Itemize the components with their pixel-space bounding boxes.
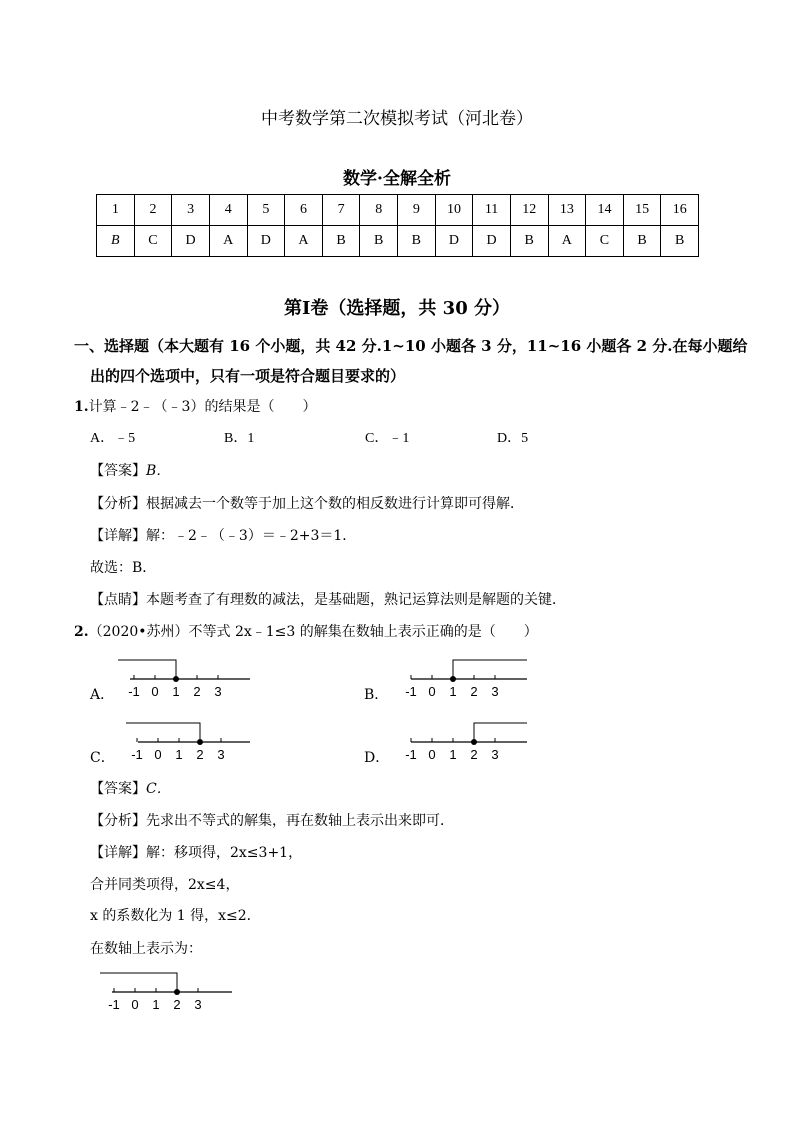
q1-answer-label: 【答案】 <box>90 463 146 479</box>
tick-label: -1 <box>131 747 143 762</box>
answer-table <box>96 194 699 257</box>
q1-comment-text: 本题考查了有理数的减法，是基础题，熟记运算法则是解题的关键． <box>146 592 566 608</box>
q2-detail <box>90 843 302 863</box>
tick-label: 0 <box>428 747 436 762</box>
q2-option-c-number-line <box>110 720 250 765</box>
q2-option-a-number-line <box>110 657 250 702</box>
answer-table-answer-cell: D <box>172 226 210 257</box>
answer-table-number-cell: 16 <box>661 195 699 226</box>
solid-endpoint-dot <box>173 676 179 682</box>
solution-bracket <box>118 660 176 679</box>
tick-label: 3 <box>491 684 499 699</box>
answer-table-number-cell: 8 <box>360 195 398 226</box>
answer-table-answer-row <box>97 226 699 257</box>
q2-step-combine: 合并同类项得，2x≤4， <box>90 877 240 893</box>
tick-label: -1 <box>128 684 140 699</box>
q1-analysis-text: 根据减去一个数等于加上这个数的相反数进行计算即可得解． <box>146 496 524 512</box>
answer-table-answer-cell: B <box>360 226 398 257</box>
answer-table-answer-cell: B <box>97 226 135 257</box>
tick-label: 1 <box>449 747 457 762</box>
answer-table-answer-cell: B <box>661 226 699 257</box>
answer-table-answer-cell: C <box>586 226 624 257</box>
answer-table-number-cell: 4 <box>209 195 247 226</box>
q1-analysis-label: 【分析】 <box>90 496 146 512</box>
q2-option-a-label: A． <box>90 687 115 703</box>
q1-comment-label: 【点睛】 <box>90 592 146 608</box>
tick-label: -1 <box>405 747 417 762</box>
q2-step-show: 在数轴上表示为： <box>90 941 202 957</box>
answer-table-number-cell: 14 <box>586 195 624 226</box>
answer-table-number-cell: 5 <box>247 195 285 226</box>
tick-label: 2 <box>196 747 204 762</box>
q1-answer-value: B． <box>146 463 171 479</box>
q1-answer <box>90 461 170 481</box>
answer-table-number-cell: 9 <box>398 195 436 226</box>
tick-label: 1 <box>172 684 180 699</box>
solid-endpoint-dot <box>471 739 477 745</box>
q2-analysis-label: 【分析】 <box>90 813 146 829</box>
q2-answer <box>90 779 171 799</box>
answer-table-answer-cell: A <box>209 226 247 257</box>
q1-option-b: B．1 <box>224 431 255 446</box>
q1-option-c: C．﹣1 <box>365 431 410 446</box>
answer-table-answer-cell: B <box>623 226 661 257</box>
section-title: 第Ⅰ卷（选择题，共 30 分） <box>283 298 510 319</box>
answer-table-answer-cell: D <box>435 226 473 257</box>
tick-label: 3 <box>214 684 222 699</box>
tick-label: 2 <box>470 684 478 699</box>
solution-bracket <box>100 973 177 992</box>
tick-label: 1 <box>449 684 457 699</box>
answer-table-number-cell: 11 <box>473 195 511 226</box>
q1-stem <box>74 397 316 417</box>
answer-table-number-cell: 12 <box>510 195 548 226</box>
solid-endpoint-dot <box>174 989 180 995</box>
tick-label: 0 <box>151 684 159 699</box>
q2-analysis-text: 先求出不等式的解集，再在数轴上表示出来即可． <box>146 813 454 829</box>
q1-number: 1. <box>74 399 89 415</box>
answer-table-number-cell: 13 <box>548 195 586 226</box>
answer-table-answer-cell: C <box>134 226 172 257</box>
q1-analysis <box>90 494 524 514</box>
section-instructions-line1: 一、选择题（本大题有 16 个小题，共 42 分.1~10 小题各 3 分，11~16 小题各 2 分.在每小题给 <box>74 337 748 355</box>
tick-label: -1 <box>405 684 417 699</box>
solid-endpoint-dot <box>197 739 203 745</box>
answer-table-number-cell: 10 <box>435 195 473 226</box>
page-title: 中考数学第二次模拟考试（河北卷） <box>261 109 533 129</box>
answer-table-answer-cell: D <box>247 226 285 257</box>
q2-option-b-label: B． <box>364 687 389 703</box>
q2-answer-value: C． <box>146 781 171 797</box>
q1-stem-text: 计算﹣2﹣（﹣3）的结果是（ ） <box>88 399 317 415</box>
q2-stem-text: （2020•苏州）不等式 2x﹣1≤3 的解集在数轴上表示正确的是（ ） <box>88 624 538 640</box>
answer-table-answer-cell: B <box>510 226 548 257</box>
tick-label: 2 <box>193 684 201 699</box>
q1-detail-label: 【详解】 <box>90 528 146 544</box>
tick-label: 2 <box>173 997 181 1012</box>
q2-number: 2. <box>74 624 89 640</box>
q2-answer-label: 【答案】 <box>90 781 146 797</box>
tick-label: 1 <box>152 997 160 1012</box>
q1-option-d: D．5 <box>497 431 529 446</box>
answer-table-number-cell: 3 <box>172 195 210 226</box>
tick-label: -1 <box>108 997 120 1012</box>
q2-option-c-label: C． <box>90 750 115 766</box>
answer-table-number-cell: 2 <box>134 195 172 226</box>
q2-option-b-number-line <box>387 657 527 702</box>
q2-option-d-number-line <box>387 720 527 765</box>
tick-label: 0 <box>131 997 139 1012</box>
tick-label: 1 <box>175 747 183 762</box>
q2-option-d-label: D． <box>364 750 390 766</box>
answer-table-number-row <box>97 195 699 226</box>
tick-label: 2 <box>470 747 478 762</box>
q2-detail-text: 解：移项得，2x≤3+1， <box>146 845 303 861</box>
q2-step-coefficient: x 的系数化为 1 得，x≤2． <box>90 908 261 924</box>
answer-table-answer-cell: B <box>398 226 436 257</box>
page-subtitle: 数学·全解全析 <box>343 169 451 189</box>
tick-label: 3 <box>491 747 499 762</box>
q2-solution-number-line <box>92 970 232 1015</box>
q2-analysis <box>90 811 454 831</box>
solid-endpoint-dot <box>450 676 456 682</box>
q2-detail-label: 【详解】 <box>90 845 146 861</box>
q1-options <box>90 429 650 449</box>
q1-choose: 故选：B． <box>90 560 157 576</box>
answer-table-answer-cell: A <box>548 226 586 257</box>
q1-comment <box>90 590 566 610</box>
answer-table-answer-cell: A <box>285 226 323 257</box>
tick-label: 0 <box>154 747 162 762</box>
solution-bracket <box>453 660 527 679</box>
tick-label: 3 <box>217 747 225 762</box>
answer-table-number-cell: 7 <box>322 195 360 226</box>
solution-bracket <box>474 723 527 742</box>
answer-table-number-cell: 15 <box>623 195 661 226</box>
answer-table-answer-cell: B <box>322 226 360 257</box>
q1-detail <box>90 526 356 546</box>
q1-detail-text: 解：﹣2﹣（﹣3）＝﹣2+3＝1． <box>146 528 357 544</box>
answer-table-number-cell: 6 <box>285 195 323 226</box>
q2-stem <box>74 622 538 642</box>
answer-table-answer-cell: D <box>473 226 511 257</box>
section-instructions-line2: 出的四个选项中，只有一项是符合题目要求的） <box>90 367 406 385</box>
q1-option-a: A．﹣5 <box>90 431 136 446</box>
answer-table-number-cell: 1 <box>97 195 135 226</box>
tick-label: 0 <box>428 684 436 699</box>
tick-label: 3 <box>194 997 202 1012</box>
